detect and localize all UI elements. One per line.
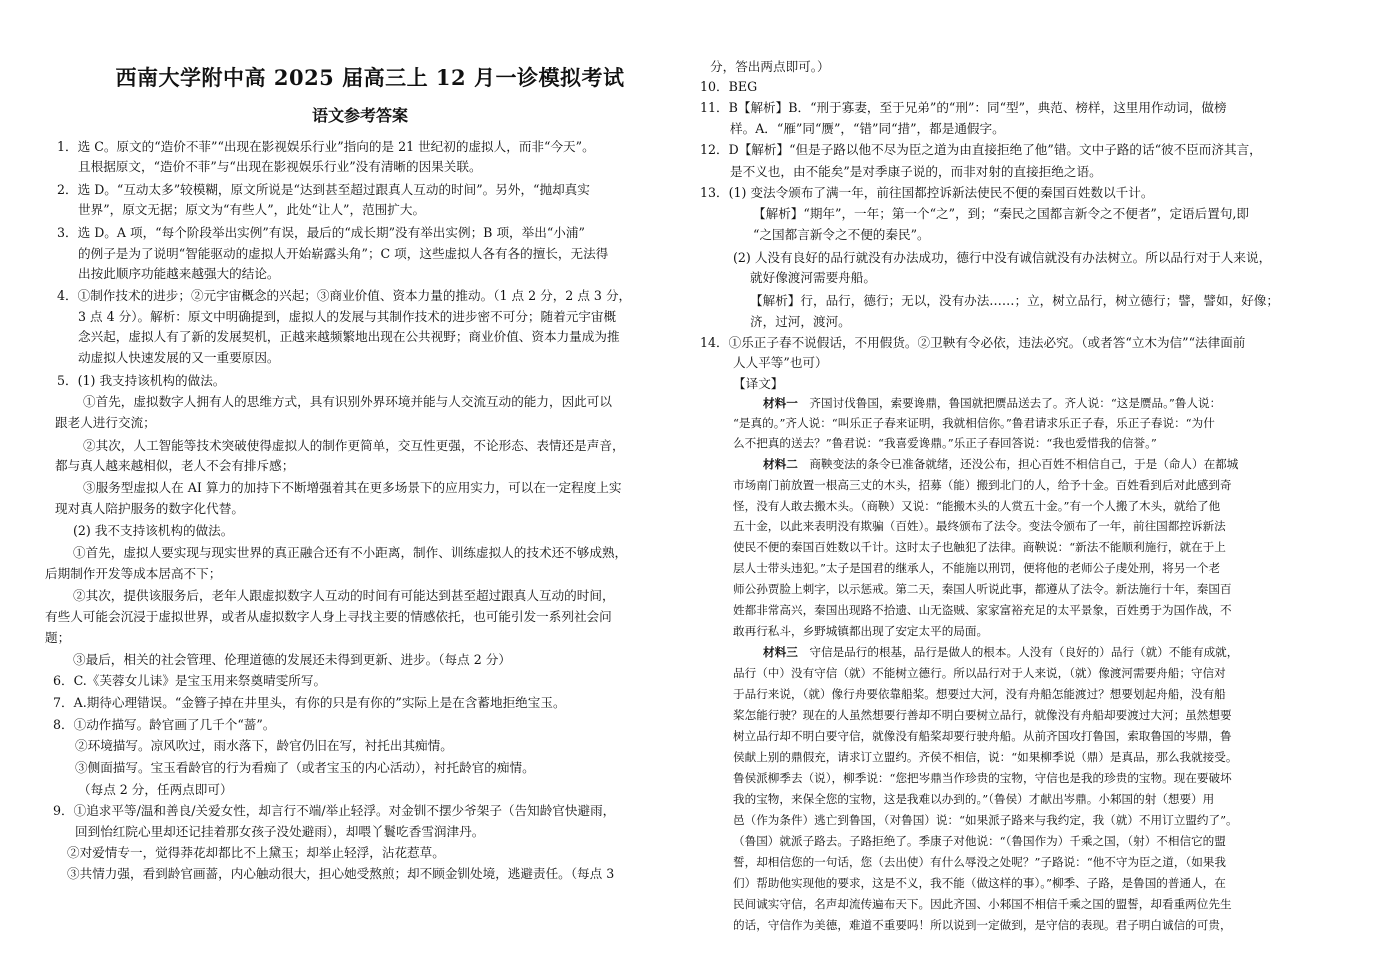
line-text: ②对爱情专一，觉得莽花却都比不上黛玉；却举止轻浮，沾花惹草。 [67, 845, 445, 860]
answer-line [78, 348, 280, 368]
line-text: 五十金，以此来表明没有欺骗（百姓）。最终颁布了法令。变法令颁布了一年，前往国都控诉新法 [733, 519, 1226, 533]
line-text: 念兴起，虚拟人有了新的发展契机，正越来越频繁地出现在公共视野；商业价值、资本力量成为推 [78, 329, 620, 344]
line-text: 桨怎能行驶？现在的人虽然想要行善却不明白要树立品行，就像没有舟船却要渡过大河；虽然想要 [733, 708, 1232, 722]
answer-line [83, 478, 621, 498]
answer-line [55, 413, 156, 433]
line-text: 【解析】“期年”，一年；第一个“之”，到；“秦民之国都言新令之不便者”，定语后置句,即 [753, 206, 1250, 221]
translation-line [733, 537, 1226, 558]
answer-line [750, 268, 876, 288]
answer-line [78, 307, 616, 327]
answer-line [700, 77, 757, 97]
line-text: 商鞅变法的条令已准备就绪，还没公布，担心百姓不相信自己，于是（命人）在都城 [797, 457, 1239, 471]
line-text: 侯献上别的鼎假充，请求订立盟约。齐侯不相信，说：“如果柳季说（鼎）是真品，那么我就接受。 [733, 750, 1238, 764]
answer-line [730, 162, 1102, 182]
line-text: ①首先，虚拟数字人拥有人的思维方式，具有识别外界环境并能与人交流互动的能力，因此可以 [83, 394, 612, 409]
line-text: 2．选 D。“互动太多”较模糊，原文所说是“达到甚至超过跟真人互动的时间”。另外，“抛却真实 [57, 182, 590, 197]
line-text: 样。A．“雁”同“赝”，“错”同“措”，都是通假字。 [730, 121, 1005, 136]
answer-line [75, 822, 484, 842]
line-text: 齐国讨伐鲁国，索要谗鼎，鲁国就把赝品送去了。齐人说：“这是赝品。”鲁人说： [797, 396, 1222, 410]
line-text: 敢再行私斗，乡野城镇都出现了安定太平的局面。 [733, 624, 989, 638]
line-text: 动虚拟人快速发展的又一重要原因。 [78, 350, 280, 365]
answer-line [53, 671, 326, 691]
line-text: 人人平等”也可） [733, 355, 828, 370]
answer-line [78, 264, 280, 284]
line-text: 邑（作为条件）逃亡到鲁国，（对鲁国）说：“如果派子路来与我约定，我（就）不用订立盟约了”。 [733, 813, 1238, 827]
line-text: 济，过河，渡河。 [750, 314, 851, 329]
translation-line [763, 642, 1238, 663]
answer-line [67, 843, 445, 863]
line-text: (2) 我不支持该机构的做法。 [73, 523, 234, 538]
line-text: 3 点 4 分）。解析：原文中明确提到，虚拟人的发展与其制作技术的进步密不可分；随着元宇宙概 [78, 309, 617, 324]
answer-line [83, 436, 625, 456]
answer-line [45, 607, 612, 627]
line-text: 12．D【解析】“但是子路以他不尽为臣之道为由直接拒绝了他”错。文中子路的话“彼不臣而济其言， [700, 142, 1262, 157]
answer-line [733, 248, 1271, 268]
answer-line [750, 312, 851, 332]
line-text: 层人士带头违犯。”太子是国君的继承人，不能施以刑罚，便将他的老师公子虔处刑，将另一个老 [733, 561, 1221, 575]
translation-line [733, 684, 1226, 705]
line-text: 使民不便的秦国百姓数以千计。这时太子也触犯了法律。商鞅说：“新法不能顺利施行，就在于上 [733, 540, 1226, 554]
translation-line [763, 393, 1221, 414]
line-text: 有些人可能会沉浸于虚拟世界，或者从虚拟数字人身上寻找主要的情感依托，也可能引发一系列社会问 [45, 609, 612, 624]
answer-line [700, 98, 1227, 118]
line-text: 姓都非常高兴，秦国出现路不拾遗、山无盗贼、家家富裕充足的太平景象，百姓勇于为国作战，不 [733, 603, 1232, 617]
answer-line [700, 333, 1245, 353]
line-text: 10．BEG [700, 79, 758, 94]
line-text: （每点 2 分，任两点即可） [78, 782, 233, 797]
answer-line [78, 200, 425, 220]
line-text: 是不义也，由不能矣”是对季康子说的，而非对射的直接拒绝之语。 [730, 164, 1102, 179]
line-text: 4．①制作技术的进步；②元宇宙概念的兴起；③商业价值、资本力量的推动。（1 点 2 分，2 点 3 分， [57, 288, 632, 303]
material-label: 材料三 [763, 645, 798, 659]
translation-line [733, 600, 1232, 621]
line-text: 于品行来说，（就）像行舟要依靠船桨。想要过大河，没有舟船怎能渡过？想要划起舟船，没有船 [733, 687, 1226, 701]
line-text: 11．B【解析】B．“刑于寡妻，至于兄弟”的“刑”：同“型”，典范、榜样，这里用作动词，做榜 [700, 100, 1227, 115]
line-text: 的话，守信作为美德，难道不重要吗！所以说到一定做到，是守信的表现。君子明白诚信的可贵， [733, 918, 1232, 932]
answer-line [700, 183, 1153, 203]
answer-line [75, 758, 535, 778]
line-text: 师公孙贾脸上刺字，以示惩戒。第二天，秦国人听说此事，都遵从了法令。新法施行十年，秦国百 [733, 582, 1232, 596]
line-text: ②其次，提供该服务后，老年人跟虚拟数字人互动的时间有可能达到甚至超过跟真人互动的时间， [73, 588, 615, 603]
line-text: ③服务型虚拟人在 AI 算力的加持下不断增强着其在更多场景下的应用实力，可以在一定程度上实 [83, 480, 622, 495]
answer-line [750, 291, 1279, 311]
translation-line [733, 558, 1220, 579]
line-text: ③最后，相关的社会管理、伦理道德的发展还未得到更新、进步。（每点 2 分） [73, 652, 511, 667]
translation-line [733, 413, 1215, 434]
answer-line [78, 780, 233, 800]
answer-line [83, 392, 612, 412]
line-text: 跟老人进行交流； [55, 415, 156, 430]
line-text: ③共情力强，看到龄官画蔷，内心触动很大，担心她受熬煎；却不顾金钏处境，逃避责任。（每点 3 [67, 866, 615, 881]
line-text: 3．选 D。A 项，“每个阶段举出实例”有误，最后的“成长期”没有举出实例；B 项，举出“小浦” [57, 225, 585, 240]
translation-line [733, 873, 1226, 894]
line-text: 品行（中）没有守信（就）不能树立德行。所以品行对于人来说，（就）像渡河需要舟船；守信对 [733, 666, 1226, 680]
translation-line [733, 475, 1232, 496]
line-text: 9．①追求平等/温和善良/关爱女性，却言行不端/举止轻浮。对金钏不摆少爷架子（告知龄官快避雨， [53, 803, 616, 818]
answer-line [733, 353, 828, 373]
translation-line [733, 831, 1226, 852]
line-text: 鲁侯派柳季去（说），柳季说：“您把岑鼎当作珍贵的宝物，守信也是我的珍贵的宝物。现在要破坏 [733, 771, 1232, 785]
answer-line [53, 801, 615, 821]
line-text: 【译文】 [733, 376, 784, 391]
line-text: 13．(1) 变法令颁布了满一年，前往国都控诉新法使民不便的秦国百姓数以千计。 [700, 185, 1154, 200]
line-text: 分，答出两点即可。） [710, 59, 830, 74]
translation-line [733, 663, 1226, 684]
line-text: 回到怡红院心里却还记挂着那女孩子没处避雨），却喂丫鬟吃香雪润津丹。 [75, 824, 485, 839]
page-subtitle: 语文参考答案 [311, 106, 408, 125]
translation-line [733, 915, 1232, 936]
line-text: 怪，没有人敢去搬木头。（商鞅）又说：“能搬木头的人赏五十金。”有一个人搬了木头，就给了他 [733, 499, 1221, 513]
translation-line [733, 894, 1232, 915]
translation-line [733, 768, 1232, 789]
line-text: 民间诚实守信，名声却流传遍布天下。因此齐国、小邾国不相信千乘之国的盟誓，却看重两位先生 [733, 897, 1232, 911]
line-text: 6．C.《芙蓉女儿诔》是宝玉用来祭奠晴雯所写。 [53, 673, 327, 688]
translation-line [733, 579, 1232, 600]
line-text: “是真的。”齐人说：“叫乐正子春来证明，我就相信你。”鲁君请求乐正子春，乐正子春说：“为什 [733, 416, 1215, 430]
translation-line [733, 496, 1220, 517]
answer-line [67, 864, 614, 884]
line-text: 市场南门前放置一根高三丈的木头，招募（能）搬到北门的人，给予十金。百姓看到后对此感到奇 [733, 478, 1232, 492]
line-text: 我的宝物，来保全您的宝物，这是我难以办到的。”（鲁侯）才献出岑鼎。小邾国的射（想要）用 [733, 792, 1215, 806]
answer-line [78, 157, 482, 177]
line-text: 的例子是为了说明“智能驱动的虚拟人开始崭露头角”；C 项，这些虚拟人各有各的擅长，无法得 [78, 246, 609, 261]
line-text: 题； [45, 630, 71, 645]
translation-line [733, 789, 1214, 810]
translation-line [733, 516, 1226, 537]
line-text: 都与真人越来越相似，老人不会有排斥感； [55, 458, 295, 473]
answer-line [73, 586, 615, 606]
answer-line [73, 543, 627, 563]
answer-line [733, 374, 783, 394]
answer-line [730, 119, 1005, 139]
line-text: 们）帮助他实现他的要求，这是不义，我不能（做这样的事）。”柳季、子路，是鲁国的普通人，在 [733, 876, 1226, 890]
line-text: 且根据原文，“造价不菲”与“出现在影视娱乐行业”没有清晰的因果关联。 [78, 159, 482, 174]
answer-line [45, 628, 70, 648]
line-text: 树立品行却不明白要守信，就像没有船桨却要行驶舟船。从前齐国攻打鲁国，索取鲁国的岑鼎，鲁 [733, 729, 1232, 743]
answer-line [55, 456, 294, 476]
line-text: 出按此顺序功能越来越强大的结论。 [78, 266, 280, 281]
answer-line [57, 137, 595, 157]
answer-line [73, 650, 511, 670]
answer-line [700, 140, 1262, 160]
line-text: 14．①乐正子春不说假话，不用假货。②卫鞅有令必依，违法必究。（或者答“立木为信”“法律面前 [700, 335, 1246, 350]
translation-line [733, 852, 1226, 873]
translation-line [733, 810, 1238, 831]
answer-line [710, 57, 830, 77]
answer-line [57, 286, 631, 306]
answer-line [78, 244, 608, 264]
line-text: (2) 人没有良好的品行就没有办法成功，德行中没有诚信就没有办法树立。所以品行对于人来说， [733, 250, 1272, 265]
line-text: 誓，却相信您的一句话，您（去出使）有什么辱没之处呢？”子路说：“他不守为臣之道，（如果我 [733, 855, 1226, 869]
line-text: ①首先，虚拟人要实现与现实世界的真正融合还有不小距离，制作、训练虚拟人的技术还不够成熟， [73, 545, 628, 560]
material-label: 材料二 [763, 457, 798, 471]
line-text: ②环境描写。凉风吹过，雨水落下，龄官仍旧在写，衬托出其痴情。 [75, 738, 453, 753]
translation-line [733, 747, 1237, 768]
line-text: ③侧面描写。宝玉看龄官的行为看痴了（或者宝玉的内心活动），衬托龄官的痴情。 [75, 760, 535, 775]
page-title: 西南大学附中高 2025 届高三上 12 月一诊模拟考试 [115, 65, 625, 90]
line-text: ②其次，人工智能等技术突破使得虚拟人的制作更简单，交互性更强，不论形态、表情还是声音， [83, 438, 625, 453]
answer-line [57, 180, 590, 200]
answer-line [53, 693, 566, 713]
answer-line [753, 204, 1249, 224]
line-text: 后期制作开发等成本居高不下； [45, 566, 222, 581]
line-text: 7．A.期待心理错误。“金簪子掉在井里头，有你的只是有你的”实际上是在含蓄地拒绝宝玉。 [53, 695, 566, 710]
line-text: 现对真人陪护服务的数字化代替。 [55, 501, 244, 516]
answer-line [75, 736, 453, 756]
answer-line [73, 521, 233, 541]
translation-line [763, 454, 1238, 475]
line-text: （鲁国）就派子路去。子路拒绝了。季康子对他说：“（鲁国作为）千乘之国，（射）不相信它的盟 [733, 834, 1226, 848]
line-text: 1．选 C。原文的“造价不菲”“出现在影视娱乐行业”指向的是 21 世纪初的虚拟人，而非“今天”。 [57, 139, 595, 154]
answer-line [753, 225, 930, 245]
translation-line [733, 726, 1232, 747]
answer-line [78, 327, 620, 347]
answer-line [55, 499, 244, 519]
answer-line [57, 223, 585, 243]
answer-line [57, 371, 225, 391]
line-text: 守信是品行的根基，品行是做人的根本。人没有（良好的）品行（就）不能有成就， [797, 645, 1239, 659]
line-text: 就好像渡河需要舟船。 [750, 270, 876, 285]
line-text: 世界”，原文无据；原文为“有些人”，此处“让人”，范围扩大。 [78, 202, 426, 217]
material-label: 材料一 [763, 396, 798, 410]
line-text: 8．①动作描写。龄官画了几千个“蔷”。 [53, 717, 276, 732]
line-text: 么不把真的送去？”鲁君说：“我喜爱谗鼎。”乐正子春回答说：“我也爱惜我的信誉。” [733, 436, 1157, 450]
line-text: 【解析】行，品行，德行；无以，没有办法……；立，树立品行，树立德行；譬，譬如，好像； [750, 293, 1279, 308]
line-text: 5．(1) 我支持该机构的做法。 [57, 373, 226, 388]
translation-line [733, 705, 1232, 726]
answer-line [45, 564, 221, 584]
translation-line [733, 433, 1157, 454]
line-text: “之国都言新令之不便的秦民”。 [753, 227, 930, 242]
answer-line [53, 715, 275, 735]
translation-line [733, 621, 988, 642]
